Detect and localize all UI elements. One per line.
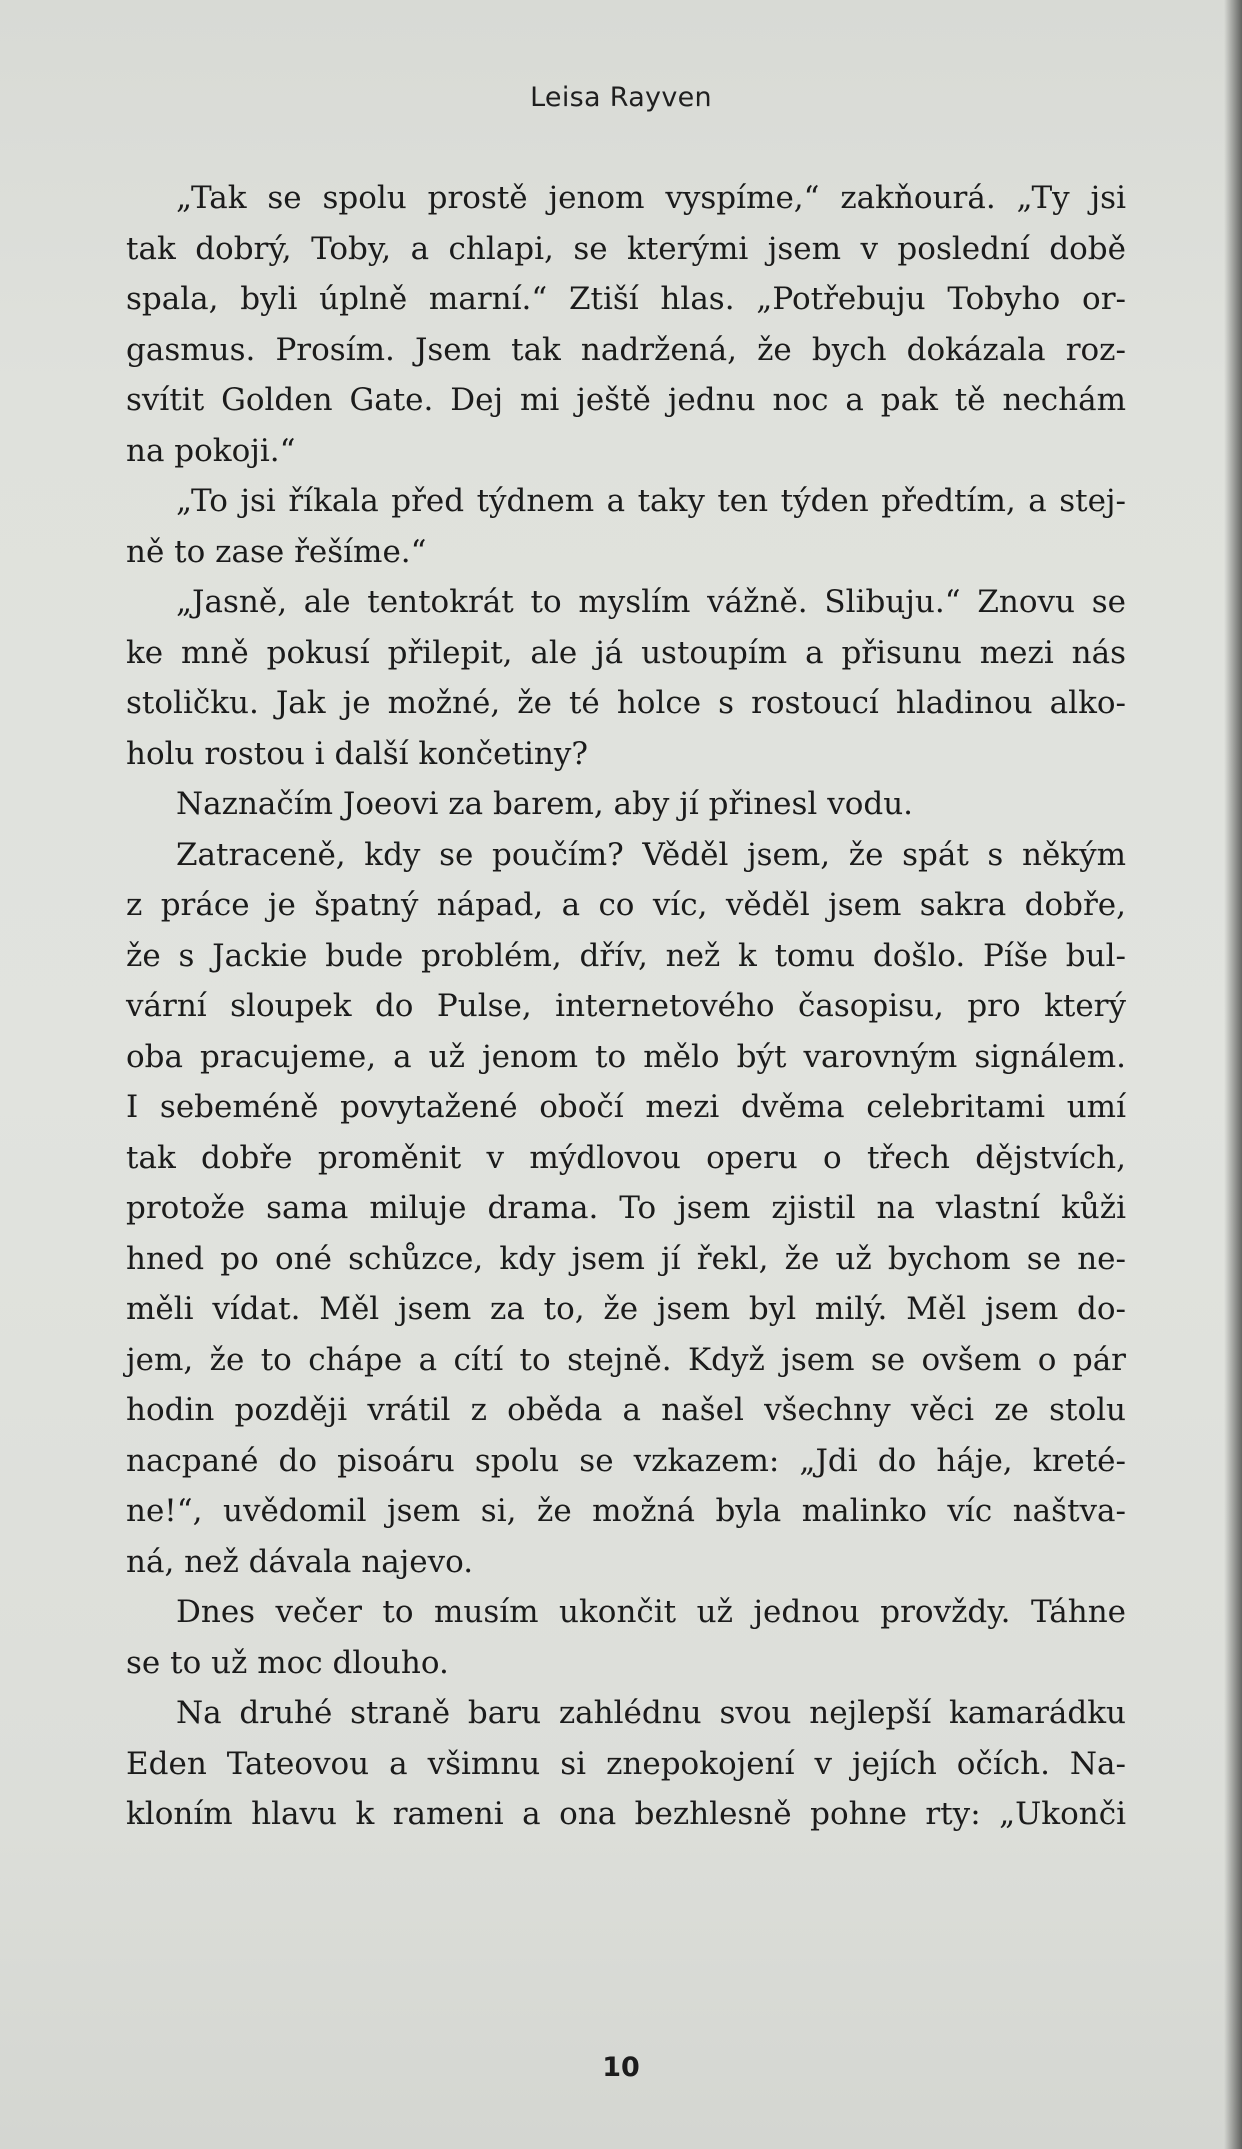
- text-line: protože sama miluje drama. To jsem zjistil na vlastní kůži: [126, 1190, 1126, 1226]
- text-line: na pokoji.“: [126, 432, 296, 469]
- text-line: hodin později vrátil z oběda a našel všechny věci ze stolu: [126, 1392, 1126, 1428]
- text-line: Dnes večer to musím ukončit už jednou provždy. Táhne: [176, 1594, 1126, 1630]
- text-line: I sebeméně povytažené obočí mezi dvěma celebritami umí: [126, 1089, 1126, 1125]
- text-line: „Tak se spolu prostě jenom vyspíme,“ zakňourá. „Ty jsi: [176, 180, 1126, 216]
- text-line: stoličku. Jak je možné, že té holce s rostoucí hladinou alko-: [126, 685, 1126, 721]
- text-line: z práce je špatný nápad, a co víc, věděl jsem sakra dobře,: [126, 887, 1126, 923]
- text-line: ná, než dávala najevo.: [126, 1543, 474, 1580]
- text-line: ne!“, uvědomil jsem si, že možná byla malinko víc naštva-: [126, 1493, 1126, 1529]
- text-line: tak dobře proměnit v mýdlovou operu o třech dějstvích,: [126, 1139, 1126, 1176]
- text-line: jem, že to chápe a cítí to stejně. Když jsem se ovšem o pár: [126, 1341, 1126, 1378]
- text-line: se to už moc dlouho.: [126, 1644, 449, 1681]
- page-number: 10: [602, 2052, 640, 2083]
- text-line: oba pracujeme, a už jenom to mělo být varovným signálem.: [126, 1038, 1126, 1075]
- text-line: vární sloupek do Pulse, internetového časopisu, pro který: [126, 988, 1126, 1024]
- text-line: ně to zase řešíme.“: [126, 533, 427, 570]
- text-line: že s Jackie bude problém, dřív, než k tomu došlo. Píše bul-: [126, 937, 1126, 974]
- text-line: tak dobrý, Toby, a chlapi, se kterými jsem v poslední době: [126, 230, 1126, 267]
- text-line: holu rostou i další končetiny?: [126, 735, 588, 772]
- text-line: ke mně pokusí přilepit, ale já ustoupím a přisunu mezi nás: [126, 634, 1126, 671]
- text-line: Na druhé straně baru zahlédnu svou nejlepší kamarádku: [176, 1695, 1126, 1731]
- text-line: kloním hlavu k rameni a ona bezhlesně pohne rty: „Ukonči: [126, 1796, 1126, 1832]
- text-line: Naznačím Joeovi za barem, aby jí přinesl vodu.: [176, 786, 914, 822]
- text-line: „To jsi říkala před týdnem a taky ten týden předtím, a stej-: [176, 483, 1126, 519]
- text-line: Eden Tateovou a všimnu si znepokojení v jejích očích. Na-: [126, 1745, 1126, 1782]
- text-line: svítit Golden Gate. Dej mi ještě jednu noc a pak tě nechám: [126, 382, 1126, 418]
- text-line: hned po oné schůzce, kdy jsem jí řekl, že už bychom se ne-: [126, 1240, 1126, 1277]
- text-line: měli vídat. Měl jsem za to, že jsem byl milý. Měl jsem do-: [126, 1291, 1126, 1327]
- running-head: Leisa Rayven: [530, 82, 712, 113]
- text-line: nacpané do pisoáru spolu se vzkazem: „Jdi do háje, kreté-: [126, 1442, 1126, 1479]
- text-line: gasmus. Prosím. Jsem tak nadržená, že bych dokázala roz-: [126, 331, 1126, 368]
- text-line: Zatraceně, kdy se poučím? Věděl jsem, že spát s někým: [176, 836, 1126, 873]
- text-line: spala, byli úplně marní.“ Ztiší hlas. „Potřebuju Tobyho or-: [126, 281, 1126, 317]
- body-text: [126, 173, 1126, 1840]
- text-line: „Jasně, ale tentokrát to myslím vážně. Slibuju.“ Znovu se: [176, 584, 1126, 620]
